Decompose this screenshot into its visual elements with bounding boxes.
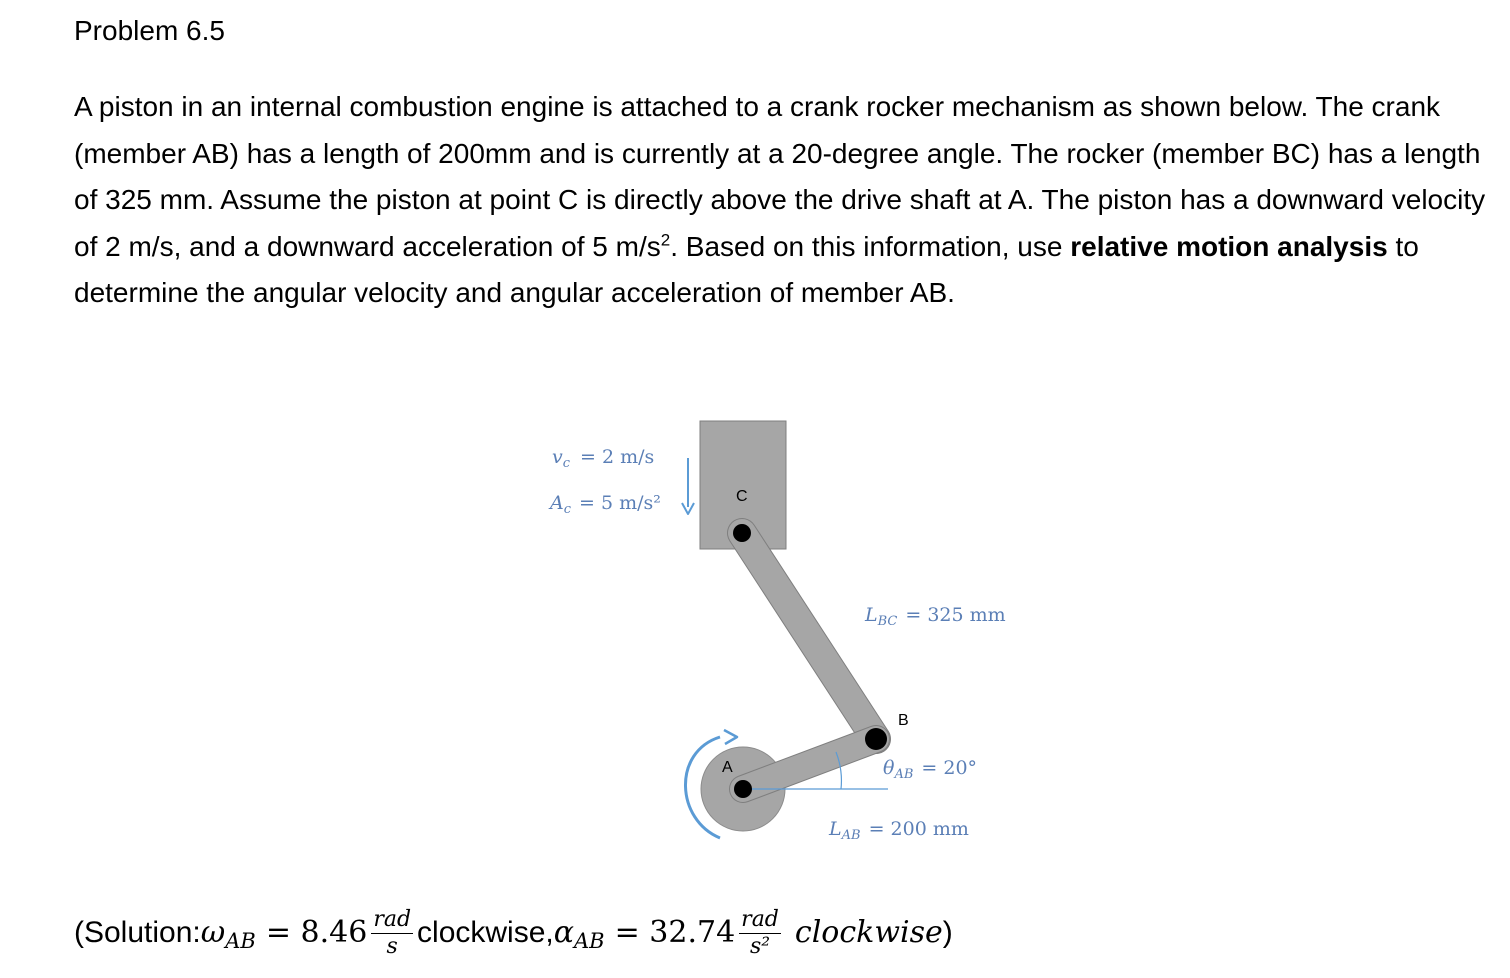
lab-symbol: L — [829, 818, 842, 840]
ac-symbol: A — [550, 492, 564, 514]
theta-symbol: θ — [883, 757, 895, 779]
theta-sub: AB — [894, 767, 914, 782]
alpha-symbol: α — [553, 915, 574, 950]
problem-bold-phrase: relative motion analysis — [1070, 230, 1388, 262]
rocker-bc — [742, 533, 876, 739]
ac-value: = 5 m/s² — [579, 492, 661, 514]
label-b: B — [898, 712, 909, 729]
lbc-symbol: L — [865, 604, 878, 626]
lbc-value: = 325 mm — [905, 604, 1006, 626]
vc-label — [552, 446, 654, 471]
alpha-sub: AB — [574, 929, 605, 953]
lbc-label — [864, 604, 1006, 629]
alpha-unit — [739, 906, 781, 959]
label-a: A — [722, 759, 733, 776]
omega-symbol: ω — [200, 915, 226, 950]
alpha-value: = 32.74 — [614, 915, 736, 950]
solution-line — [74, 896, 953, 970]
omega-sub: AB — [225, 929, 256, 953]
problem-text-mid: . Based on this information, use — [670, 230, 1071, 262]
lab-value: = 200 mm — [868, 818, 969, 840]
omega-value: = 8.46 — [265, 915, 368, 950]
alpha-direction: clockwise — [794, 915, 943, 950]
lbc-sub: BC — [877, 614, 898, 629]
pin-b — [865, 728, 887, 750]
pin-c — [733, 524, 751, 542]
alpha-unit-num: rad — [741, 906, 779, 932]
pin-a — [734, 780, 752, 798]
solution-suffix: ) — [942, 916, 953, 949]
omega-unit-den: s — [386, 933, 398, 959]
omega-direction: clockwise, — [417, 916, 554, 949]
label-c: C — [736, 488, 748, 505]
ac-label — [548, 492, 661, 517]
lab-label — [828, 818, 969, 843]
alpha-unit-den: s² — [749, 933, 771, 959]
problem-superscript: 2 — [660, 230, 671, 250]
vc-symbol: v — [552, 446, 563, 468]
problem-text-after: to determine the angular velocity and angular acceleration of member AB. — [74, 230, 1419, 308]
ac-sub: c — [563, 502, 572, 517]
lab-sub: AB — [841, 828, 861, 843]
solution-prefix: (Solution: — [74, 916, 201, 949]
problem-title: Problem 6.5 — [74, 15, 225, 46]
problem-text-before: A piston in an internal combustion engine is attached to a crank rocker mechanism as shown below. The crank (member AB) has a length of 200mm and is currently at a 20-degree angle. The rocker (member BC) has a length of 325 mm. Assume the piston at point C is directly above the drive shaft at A. The piston has a downward velocity of 2 m/s, and a downward acceleration of 5 m/s — [74, 91, 1486, 262]
omega-unit — [371, 906, 413, 959]
vc-sub: c — [562, 456, 571, 471]
theta-label — [883, 757, 977, 782]
rotation-arrowhead — [724, 730, 737, 744]
vc-value: = 2 m/s — [580, 446, 655, 468]
theta-value: = 20° — [921, 757, 978, 779]
omega-unit-num: rad — [373, 906, 412, 932]
